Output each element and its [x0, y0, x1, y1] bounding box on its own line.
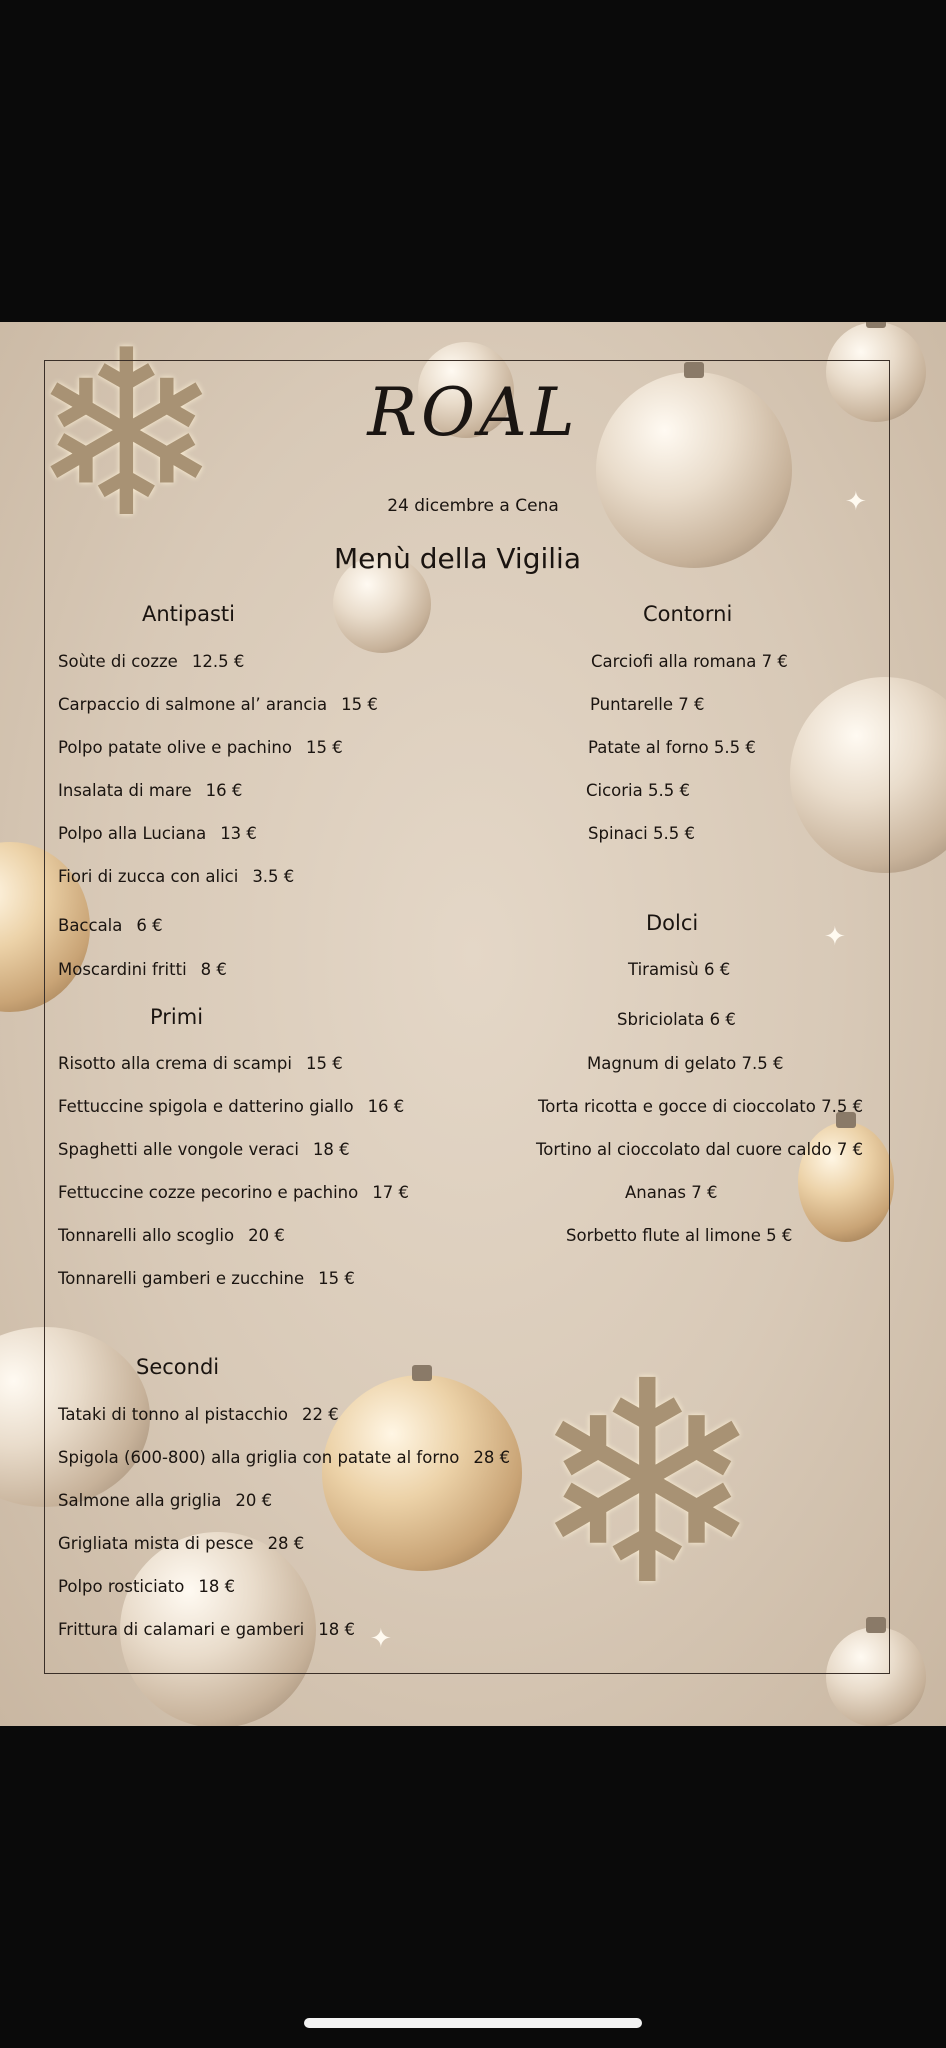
menu-item: Patate al forno 5.5 €: [588, 738, 756, 757]
snowflake-icon: ❄: [530, 1322, 765, 1648]
home-indicator[interactable]: [304, 2018, 642, 2028]
menu-item: Tortino al cioccolato dal cuore caldo 7 €: [536, 1140, 864, 1159]
menu-item: Carpaccio di salmone al’ arancia 15 €: [58, 695, 378, 714]
menu-date: 24 dicembre a Cena: [387, 496, 559, 516]
menu-item: Tiramisù 6 €: [628, 960, 731, 979]
menu-item: Baccala 6 €: [58, 916, 163, 935]
menu-item: Fiori di zucca con alici 3.5 €: [58, 867, 295, 886]
menu-image: [0, 322, 946, 1726]
menu-item: Polpo alla Luciana 13 €: [58, 824, 257, 843]
menu-item: Moscardini fritti 8 €: [58, 960, 227, 979]
menu-item: Insalata di mare 16 €: [58, 781, 243, 800]
menu-item: Frittura di calamari e gamberi 18 €: [58, 1620, 355, 1639]
menu-item: Puntarelle 7 €: [590, 695, 705, 714]
menu-item: Tonnarelli allo scoglio 20 €: [58, 1226, 285, 1245]
menu-item: Spinaci 5.5 €: [588, 824, 695, 843]
star-icon: ✦: [824, 922, 846, 952]
star-icon: ✦: [845, 487, 867, 517]
star-icon: ✦: [370, 1624, 392, 1654]
section-title-contorni: Contorni: [643, 602, 733, 626]
section-title-primi: Primi: [150, 1005, 204, 1029]
restaurant-name: ROAL: [367, 374, 579, 451]
menu-item: Magnum di gelato 7.5 €: [587, 1054, 784, 1073]
menu-item: Torta ricotta e gocce di cioccolato 7.5 €: [538, 1097, 864, 1116]
menu-item: Risotto alla crema di scampi 15 €: [58, 1054, 343, 1073]
menu-item: Spigola (600-800) alla griglia con patate al forno 28 €: [58, 1448, 511, 1467]
menu-item: Sbriciolata 6 €: [617, 1010, 736, 1029]
section-title-antipasti: Antipasti: [142, 602, 235, 626]
menu-item: Tataki di tonno al pistacchio 22 €: [58, 1405, 339, 1424]
snowflake-icon: ❄: [30, 322, 223, 569]
menu-item: Fettuccine cozze pecorino e pachino 17 €: [58, 1183, 409, 1202]
menu-item: Ananas 7 €: [625, 1183, 718, 1202]
section-title-dolci: Dolci: [646, 911, 699, 935]
menu-item: Polpo rosticiato 18 €: [58, 1577, 236, 1596]
menu-item: Fettuccine spigola e datterino giallo 16 €: [58, 1097, 405, 1116]
menu-item: Soùte di cozze 12.5 €: [58, 652, 245, 671]
menu-item: Spaghetti alle vongole veraci 18 €: [58, 1140, 350, 1159]
menu-item: Grigliata mista di pesce 28 €: [58, 1534, 305, 1553]
section-title-secondi: Secondi: [136, 1355, 220, 1379]
menu-item: Polpo patate olive e pachino 15 €: [58, 738, 343, 757]
menu-heading: Menù della Vigilia: [334, 542, 581, 575]
menu-item: Tonnarelli gamberi e zucchine 15 €: [58, 1269, 355, 1288]
menu-item: Salmone alla griglia 20 €: [58, 1491, 273, 1510]
menu-item: Carciofi alla romana 7 €: [591, 652, 788, 671]
menu-item: Cicoria 5.5 €: [586, 781, 690, 800]
menu-item: Sorbetto flute al limone 5 €: [566, 1226, 793, 1245]
